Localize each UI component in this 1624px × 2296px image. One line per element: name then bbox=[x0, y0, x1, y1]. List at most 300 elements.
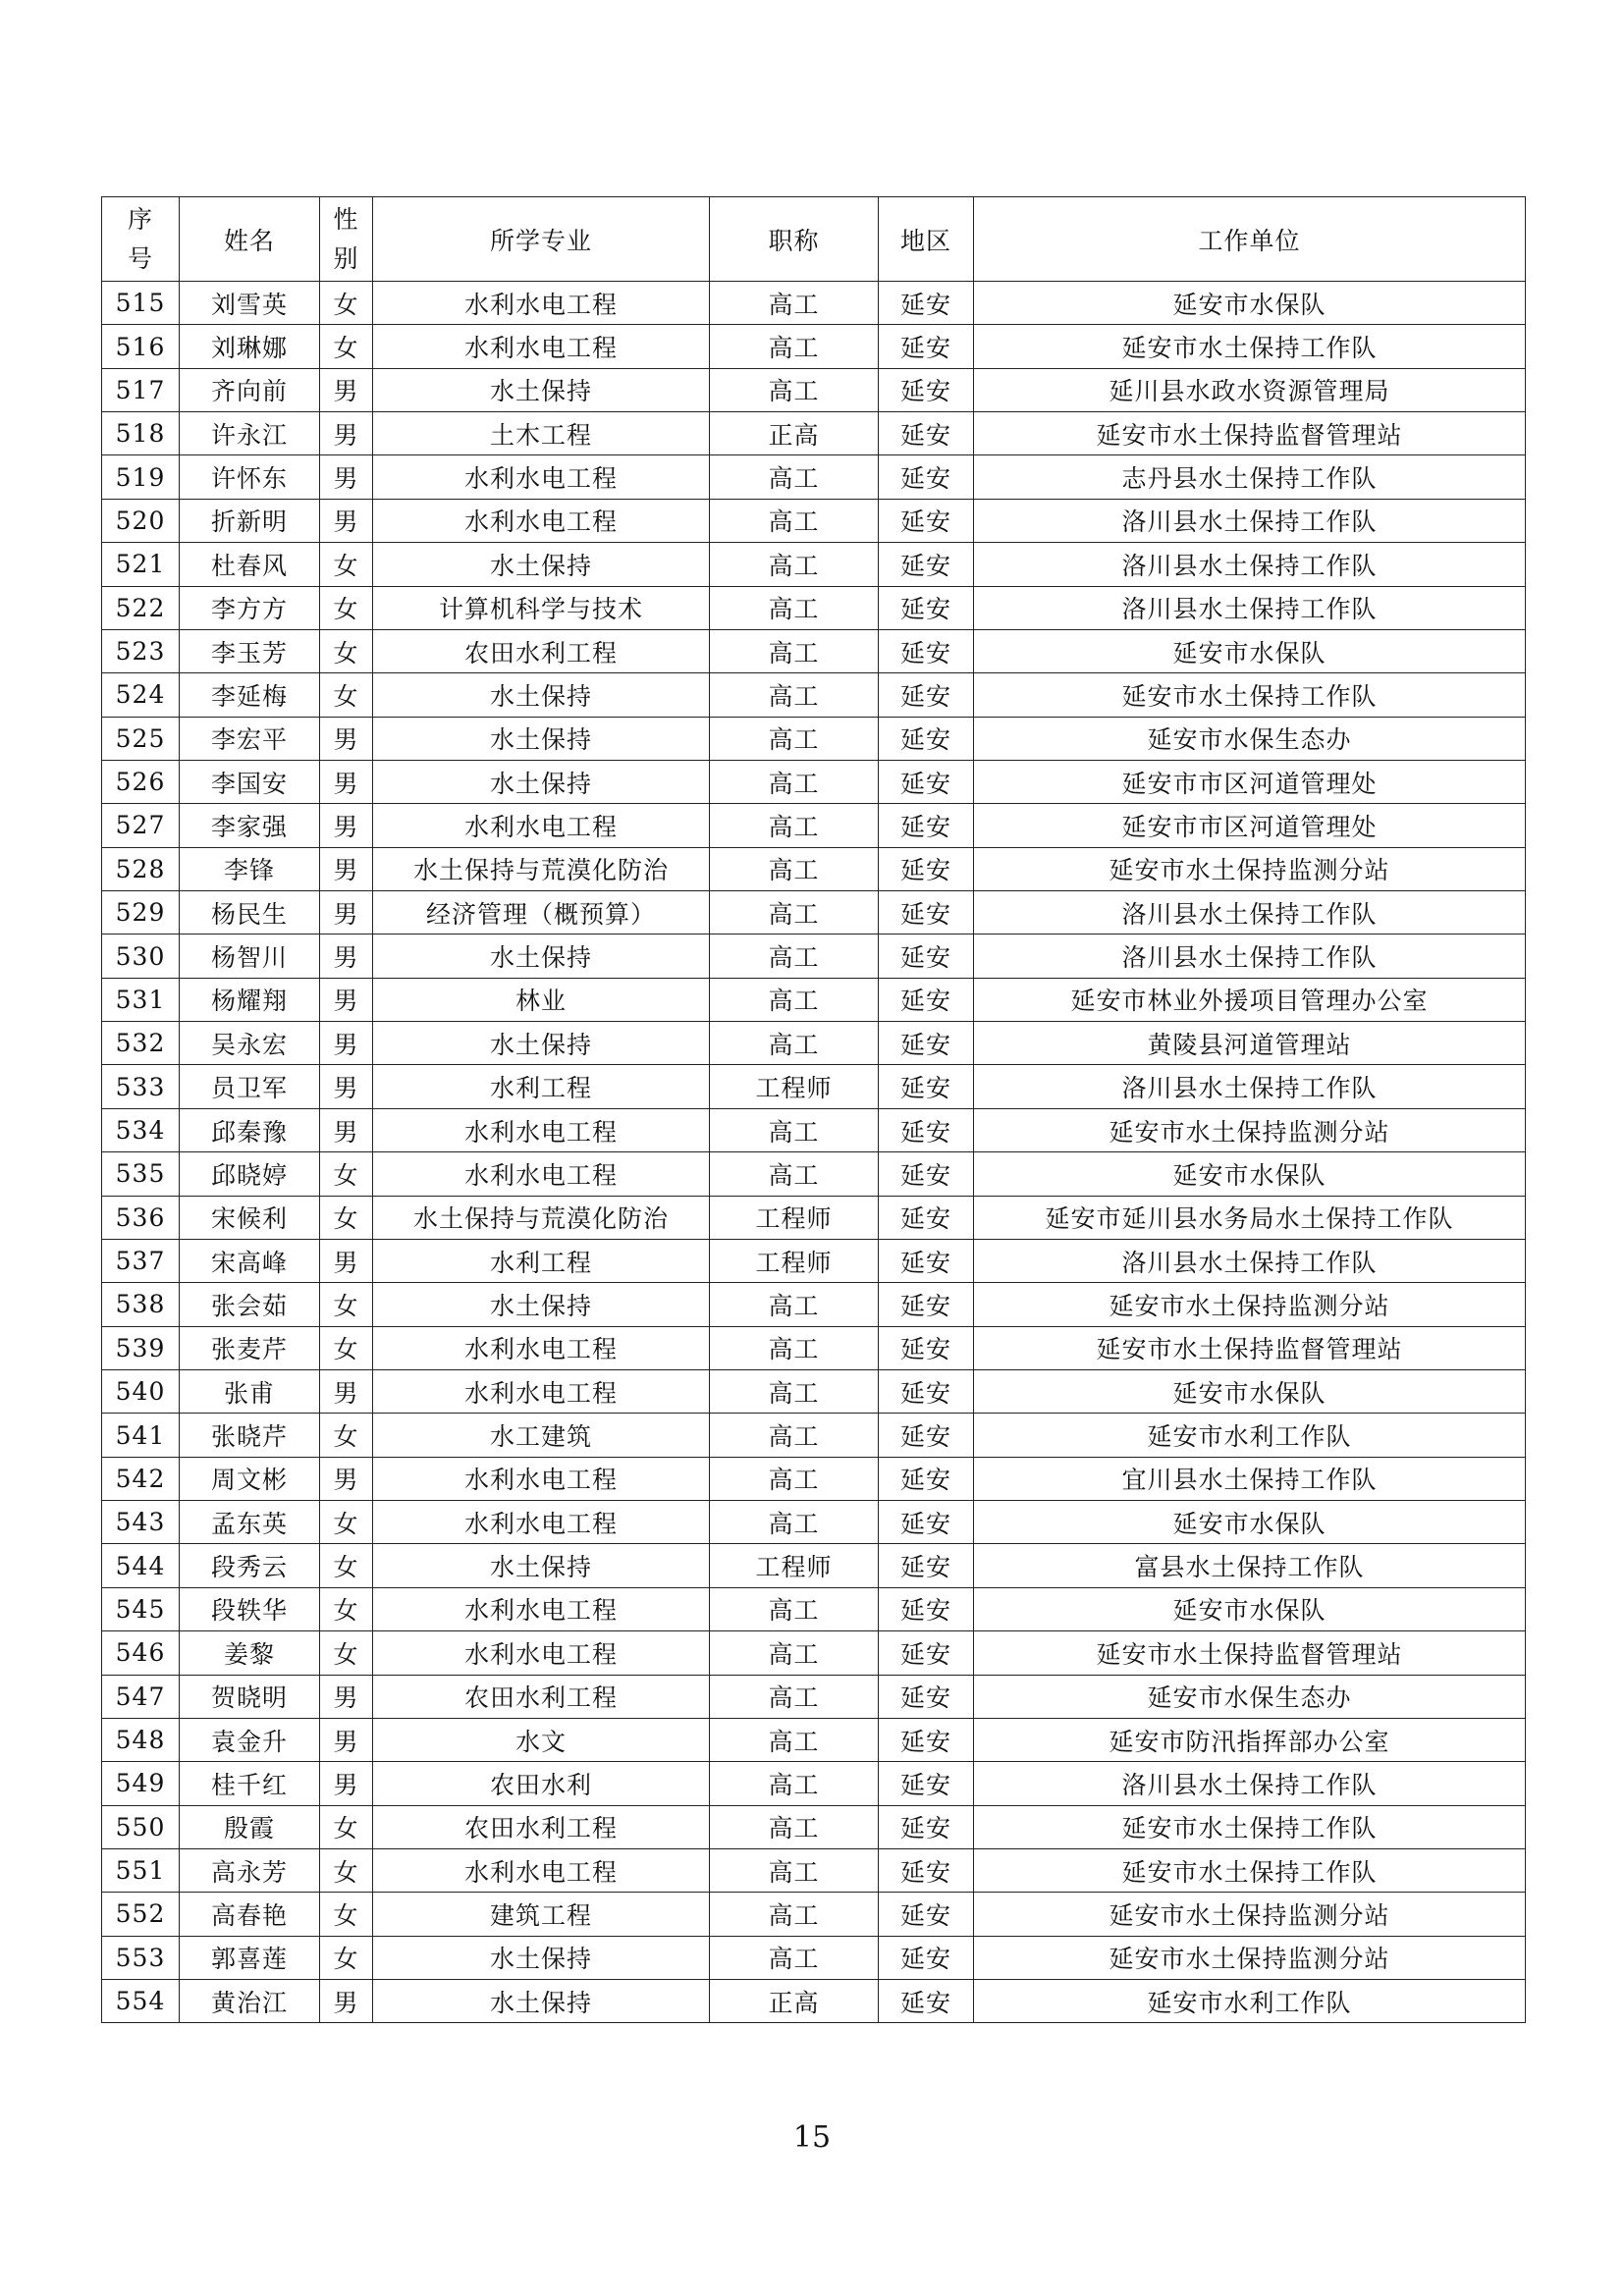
cell-region: 延安 bbox=[879, 1152, 974, 1196]
header-no-line-1: 序 bbox=[127, 204, 153, 234]
cell-major: 水土保持与荒漠化防治 bbox=[373, 1196, 710, 1239]
table-row bbox=[102, 412, 1526, 455]
cell-name: 周文彬 bbox=[180, 1457, 320, 1500]
table-row bbox=[102, 1587, 1526, 1630]
table-row bbox=[102, 455, 1526, 499]
cell-major: 水利水电工程 bbox=[373, 1326, 710, 1369]
cell-no: 537 bbox=[102, 1239, 180, 1282]
cell-major: 水土保持 bbox=[373, 934, 710, 978]
cell-unit: 洛川县水土保持工作队 bbox=[974, 934, 1526, 978]
cell-major: 水利水电工程 bbox=[373, 1108, 710, 1151]
cell-title: 高工 bbox=[710, 543, 879, 586]
cell-sex: 男 bbox=[320, 1108, 373, 1151]
cell-title: 高工 bbox=[710, 1675, 879, 1718]
cell-title: 高工 bbox=[710, 455, 879, 499]
cell-major: 水土保持 bbox=[373, 717, 710, 760]
cell-title: 高工 bbox=[710, 499, 879, 542]
table-row bbox=[102, 978, 1526, 1021]
cell-sex: 男 bbox=[320, 760, 373, 803]
cell-sex: 女 bbox=[320, 543, 373, 586]
cell-title: 高工 bbox=[710, 673, 879, 717]
cell-no: 524 bbox=[102, 673, 180, 717]
table-row bbox=[102, 1980, 1526, 2023]
cell-major: 水利水电工程 bbox=[373, 325, 710, 368]
cell-sex: 男 bbox=[320, 847, 373, 890]
cell-name: 杨民生 bbox=[180, 891, 320, 934]
cell-major: 经济管理（概预算） bbox=[373, 891, 710, 934]
cell-region: 延安 bbox=[879, 412, 974, 455]
cell-title: 正高 bbox=[710, 412, 879, 455]
cell-unit: 延川县水政水资源管理局 bbox=[974, 368, 1526, 411]
cell-title: 高工 bbox=[710, 586, 879, 629]
cell-region: 延安 bbox=[879, 934, 974, 978]
cell-unit: 志丹县水土保持工作队 bbox=[974, 455, 1526, 499]
cell-major: 水文 bbox=[373, 1718, 710, 1761]
cell-region: 延安 bbox=[879, 1414, 974, 1457]
cell-region: 延安 bbox=[879, 891, 974, 934]
cell-sex: 男 bbox=[320, 717, 373, 760]
cell-unit: 延安市水利工作队 bbox=[974, 1414, 1526, 1457]
table-row bbox=[102, 1065, 1526, 1108]
table-row bbox=[102, 934, 1526, 978]
table-row bbox=[102, 1326, 1526, 1369]
cell-no: 521 bbox=[102, 543, 180, 586]
cell-no: 523 bbox=[102, 629, 180, 672]
cell-no: 548 bbox=[102, 1718, 180, 1761]
cell-major: 水利水电工程 bbox=[373, 1501, 710, 1544]
cell-major: 水利水电工程 bbox=[373, 1457, 710, 1500]
cell-major: 农田水利工程 bbox=[373, 1675, 710, 1718]
table-row bbox=[102, 1762, 1526, 1805]
table-row bbox=[102, 1022, 1526, 1065]
cell-unit: 富县水土保持工作队 bbox=[974, 1544, 1526, 1587]
cell-sex: 男 bbox=[320, 1675, 373, 1718]
cell-unit: 延安市水土保持监测分站 bbox=[974, 1283, 1526, 1326]
cell-region: 延安 bbox=[879, 499, 974, 542]
cell-major: 土木工程 bbox=[373, 412, 710, 455]
cell-region: 延安 bbox=[879, 847, 974, 890]
header-no-line-2: 号 bbox=[127, 243, 153, 273]
cell-major: 水土保持 bbox=[373, 1544, 710, 1587]
cell-name: 宋高峰 bbox=[180, 1239, 320, 1282]
cell-sex: 女 bbox=[320, 1414, 373, 1457]
cell-no: 543 bbox=[102, 1501, 180, 1544]
cell-major: 水利水电工程 bbox=[373, 1631, 710, 1675]
cell-major: 水工建筑 bbox=[373, 1414, 710, 1457]
cell-no: 539 bbox=[102, 1326, 180, 1369]
cell-region: 延安 bbox=[879, 1065, 974, 1108]
cell-major: 水土保持与荒漠化防治 bbox=[373, 847, 710, 890]
cell-name: 郭喜莲 bbox=[180, 1936, 320, 1979]
cell-unit: 延安市水土保持监测分站 bbox=[974, 1936, 1526, 1979]
header-no bbox=[102, 197, 180, 282]
cell-no: 529 bbox=[102, 891, 180, 934]
cell-unit: 洛川县水土保持工作队 bbox=[974, 1065, 1526, 1108]
cell-title: 高工 bbox=[710, 934, 879, 978]
cell-unit: 延安市水土保持监督管理站 bbox=[974, 412, 1526, 455]
personnel-table bbox=[101, 196, 1526, 2023]
cell-no: 550 bbox=[102, 1805, 180, 1848]
cell-title: 工程师 bbox=[710, 1239, 879, 1282]
cell-sex: 女 bbox=[320, 629, 373, 672]
cell-title: 高工 bbox=[710, 760, 879, 803]
cell-name: 袁金升 bbox=[180, 1718, 320, 1761]
cell-sex: 女 bbox=[320, 1936, 373, 1979]
cell-major: 农田水利工程 bbox=[373, 1805, 710, 1848]
cell-no: 545 bbox=[102, 1587, 180, 1630]
cell-name: 杜春风 bbox=[180, 543, 320, 586]
cell-sex: 男 bbox=[320, 1457, 373, 1500]
cell-no: 526 bbox=[102, 760, 180, 803]
cell-unit: 延安市水保生态办 bbox=[974, 717, 1526, 760]
cell-region: 延安 bbox=[879, 1369, 974, 1413]
cell-sex: 女 bbox=[320, 1848, 373, 1892]
cell-region: 延安 bbox=[879, 1283, 974, 1326]
cell-no: 531 bbox=[102, 978, 180, 1021]
cell-unit: 延安市水土保持监测分站 bbox=[974, 1893, 1526, 1936]
table-row bbox=[102, 1501, 1526, 1544]
cell-title: 高工 bbox=[710, 1718, 879, 1761]
cell-major: 农田水利 bbox=[373, 1762, 710, 1805]
cell-no: 549 bbox=[102, 1762, 180, 1805]
cell-title: 高工 bbox=[710, 1152, 879, 1196]
table-row bbox=[102, 717, 1526, 760]
cell-no: 518 bbox=[102, 412, 180, 455]
cell-major: 建筑工程 bbox=[373, 1893, 710, 1936]
cell-sex: 女 bbox=[320, 1631, 373, 1675]
cell-region: 延安 bbox=[879, 586, 974, 629]
cell-region: 延安 bbox=[879, 1980, 974, 2023]
cell-no: 533 bbox=[102, 1065, 180, 1108]
cell-unit: 延安市水保队 bbox=[974, 282, 1526, 325]
cell-region: 延安 bbox=[879, 1108, 974, 1151]
cell-major: 水利水电工程 bbox=[373, 455, 710, 499]
cell-major: 水土保持 bbox=[373, 368, 710, 411]
header-major: 所学专业 bbox=[373, 197, 710, 282]
cell-sex: 男 bbox=[320, 368, 373, 411]
cell-name: 许怀东 bbox=[180, 455, 320, 499]
cell-major: 水利水电工程 bbox=[373, 1369, 710, 1413]
cell-unit: 洛川县水土保持工作队 bbox=[974, 543, 1526, 586]
header-sex bbox=[320, 197, 373, 282]
cell-unit: 延安市水土保持工作队 bbox=[974, 1848, 1526, 1892]
cell-name: 孟东英 bbox=[180, 1501, 320, 1544]
cell-no: 528 bbox=[102, 847, 180, 890]
cell-major: 水土保持 bbox=[373, 543, 710, 586]
cell-region: 延安 bbox=[879, 1893, 974, 1936]
header-row bbox=[102, 197, 1526, 282]
table-row bbox=[102, 1283, 1526, 1326]
cell-title: 工程师 bbox=[710, 1544, 879, 1587]
cell-name: 许永江 bbox=[180, 412, 320, 455]
cell-region: 延安 bbox=[879, 1718, 974, 1761]
cell-unit: 延安市水保队 bbox=[974, 1369, 1526, 1413]
cell-sex: 女 bbox=[320, 1893, 373, 1936]
cell-title: 高工 bbox=[710, 1805, 879, 1848]
cell-title: 高工 bbox=[710, 1848, 879, 1892]
cell-title: 高工 bbox=[710, 1022, 879, 1065]
cell-major: 水土保持 bbox=[373, 760, 710, 803]
table-row bbox=[102, 760, 1526, 803]
cell-sex: 男 bbox=[320, 1718, 373, 1761]
cell-name: 李锋 bbox=[180, 847, 320, 890]
cell-major: 林业 bbox=[373, 978, 710, 1021]
cell-sex: 男 bbox=[320, 1762, 373, 1805]
cell-title: 高工 bbox=[710, 629, 879, 672]
cell-major: 水利水电工程 bbox=[373, 1587, 710, 1630]
cell-no: 535 bbox=[102, 1152, 180, 1196]
cell-sex: 男 bbox=[320, 1022, 373, 1065]
cell-no: 547 bbox=[102, 1675, 180, 1718]
table-row bbox=[102, 325, 1526, 368]
cell-title: 工程师 bbox=[710, 1065, 879, 1108]
cell-unit: 洛川县水土保持工作队 bbox=[974, 1239, 1526, 1282]
cell-title: 高工 bbox=[710, 282, 879, 325]
cell-unit: 延安市水保队 bbox=[974, 1587, 1526, 1630]
table-header bbox=[102, 197, 1526, 282]
cell-name: 殷霞 bbox=[180, 1805, 320, 1848]
cell-name: 高永芳 bbox=[180, 1848, 320, 1892]
cell-region: 延安 bbox=[879, 1022, 974, 1065]
cell-no: 542 bbox=[102, 1457, 180, 1500]
cell-unit: 洛川县水土保持工作队 bbox=[974, 891, 1526, 934]
cell-unit: 延安市水土保持监督管理站 bbox=[974, 1631, 1526, 1675]
cell-title: 高工 bbox=[710, 1283, 879, 1326]
cell-unit: 延安市水土保持监测分站 bbox=[974, 1108, 1526, 1151]
cell-sex: 女 bbox=[320, 586, 373, 629]
cell-name: 段轶华 bbox=[180, 1587, 320, 1630]
cell-no: 544 bbox=[102, 1544, 180, 1587]
cell-no: 536 bbox=[102, 1196, 180, 1239]
cell-no: 532 bbox=[102, 1022, 180, 1065]
cell-no: 527 bbox=[102, 804, 180, 847]
cell-sex: 男 bbox=[320, 1239, 373, 1282]
cell-region: 延安 bbox=[879, 804, 974, 847]
cell-no: 534 bbox=[102, 1108, 180, 1151]
cell-no: 525 bbox=[102, 717, 180, 760]
cell-name: 高春艳 bbox=[180, 1893, 320, 1936]
cell-major: 水利水电工程 bbox=[373, 804, 710, 847]
cell-unit: 延安市水土保持工作队 bbox=[974, 325, 1526, 368]
table-row bbox=[102, 629, 1526, 672]
cell-unit: 延安市市区河道管理处 bbox=[974, 760, 1526, 803]
cell-title: 高工 bbox=[710, 978, 879, 1021]
cell-name: 刘琳娜 bbox=[180, 325, 320, 368]
cell-name: 杨智川 bbox=[180, 934, 320, 978]
cell-region: 延安 bbox=[879, 717, 974, 760]
cell-sex: 女 bbox=[320, 1587, 373, 1630]
cell-sex: 男 bbox=[320, 412, 373, 455]
cell-name: 邱晓婷 bbox=[180, 1152, 320, 1196]
cell-major: 水土保持 bbox=[373, 673, 710, 717]
cell-region: 延安 bbox=[879, 1936, 974, 1979]
cell-name: 李家强 bbox=[180, 804, 320, 847]
cell-name: 员卫军 bbox=[180, 1065, 320, 1108]
table-row bbox=[102, 1805, 1526, 1848]
cell-sex: 男 bbox=[320, 934, 373, 978]
cell-name: 李玉芳 bbox=[180, 629, 320, 672]
cell-name: 刘雪英 bbox=[180, 282, 320, 325]
cell-region: 延安 bbox=[879, 282, 974, 325]
header-region: 地区 bbox=[879, 197, 974, 282]
cell-name: 李宏平 bbox=[180, 717, 320, 760]
cell-region: 延安 bbox=[879, 978, 974, 1021]
cell-sex: 女 bbox=[320, 325, 373, 368]
cell-unit: 延安市水保队 bbox=[974, 1152, 1526, 1196]
cell-unit: 黄陵县河道管理站 bbox=[974, 1022, 1526, 1065]
cell-no: 551 bbox=[102, 1848, 180, 1892]
cell-title: 高工 bbox=[710, 1457, 879, 1500]
cell-title: 高工 bbox=[710, 1501, 879, 1544]
cell-unit: 延安市水土保持工作队 bbox=[974, 673, 1526, 717]
table-row bbox=[102, 1936, 1526, 1979]
cell-unit: 洛川县水土保持工作队 bbox=[974, 586, 1526, 629]
cell-title: 高工 bbox=[710, 1369, 879, 1413]
cell-name: 李国安 bbox=[180, 760, 320, 803]
cell-region: 延安 bbox=[879, 1805, 974, 1848]
cell-region: 延安 bbox=[879, 1848, 974, 1892]
cell-name: 桂千红 bbox=[180, 1762, 320, 1805]
cell-region: 延安 bbox=[879, 1326, 974, 1369]
cell-name: 齐向前 bbox=[180, 368, 320, 411]
cell-unit: 延安市水土保持监测分站 bbox=[974, 847, 1526, 890]
cell-unit: 延安市水保队 bbox=[974, 1501, 1526, 1544]
cell-region: 延安 bbox=[879, 1631, 974, 1675]
cell-sex: 女 bbox=[320, 1805, 373, 1848]
table-row bbox=[102, 673, 1526, 717]
cell-major: 水利工程 bbox=[373, 1239, 710, 1282]
cell-sex: 女 bbox=[320, 1326, 373, 1369]
header-unit: 工作单位 bbox=[974, 197, 1526, 282]
cell-sex: 女 bbox=[320, 282, 373, 325]
table-row bbox=[102, 1152, 1526, 1196]
table-row bbox=[102, 1544, 1526, 1587]
cell-name: 折新明 bbox=[180, 499, 320, 542]
cell-unit: 延安市防汛指挥部办公室 bbox=[974, 1718, 1526, 1761]
cell-sex: 女 bbox=[320, 673, 373, 717]
cell-sex: 男 bbox=[320, 1065, 373, 1108]
cell-major: 水土保持 bbox=[373, 1980, 710, 2023]
cell-title: 高工 bbox=[710, 1414, 879, 1457]
cell-sex: 女 bbox=[320, 1544, 373, 1587]
table-row bbox=[102, 1631, 1526, 1675]
cell-unit: 延安市水利工作队 bbox=[974, 1980, 1526, 2023]
table-row bbox=[102, 1108, 1526, 1151]
table-row bbox=[102, 1893, 1526, 1936]
cell-unit: 洛川县水土保持工作队 bbox=[974, 499, 1526, 542]
cell-major: 水土保持 bbox=[373, 1936, 710, 1979]
cell-major: 水利水电工程 bbox=[373, 282, 710, 325]
cell-major: 水土保持 bbox=[373, 1283, 710, 1326]
cell-unit: 洛川县水土保持工作队 bbox=[974, 1762, 1526, 1805]
cell-name: 张会茹 bbox=[180, 1283, 320, 1326]
cell-sex: 女 bbox=[320, 1196, 373, 1239]
cell-name: 吴永宏 bbox=[180, 1022, 320, 1065]
cell-name: 张麦芹 bbox=[180, 1326, 320, 1369]
cell-no: 515 bbox=[102, 282, 180, 325]
cell-sex: 男 bbox=[320, 804, 373, 847]
cell-title: 高工 bbox=[710, 1587, 879, 1630]
cell-unit: 宜川县水土保持工作队 bbox=[974, 1457, 1526, 1500]
cell-unit: 延安市水土保持监督管理站 bbox=[974, 1326, 1526, 1369]
cell-title: 高工 bbox=[710, 1631, 879, 1675]
table-body bbox=[102, 282, 1526, 2023]
cell-name: 张晓芹 bbox=[180, 1414, 320, 1457]
cell-name: 张甫 bbox=[180, 1369, 320, 1413]
table-row bbox=[102, 543, 1526, 586]
cell-no: 519 bbox=[102, 455, 180, 499]
cell-major: 农田水利工程 bbox=[373, 629, 710, 672]
table-row bbox=[102, 1414, 1526, 1457]
table-row bbox=[102, 1675, 1526, 1718]
cell-region: 延安 bbox=[879, 1196, 974, 1239]
table-row bbox=[102, 499, 1526, 542]
header-sex-line-1: 性 bbox=[333, 204, 359, 234]
cell-title: 高工 bbox=[710, 804, 879, 847]
table-row bbox=[102, 1848, 1526, 1892]
cell-name: 宋候利 bbox=[180, 1196, 320, 1239]
cell-region: 延安 bbox=[879, 368, 974, 411]
cell-unit: 延安市林业外援项目管理办公室 bbox=[974, 978, 1526, 1021]
cell-sex: 女 bbox=[320, 1152, 373, 1196]
cell-no: 538 bbox=[102, 1283, 180, 1326]
cell-major: 水土保持 bbox=[373, 1022, 710, 1065]
cell-no: 520 bbox=[102, 499, 180, 542]
cell-region: 延安 bbox=[879, 455, 974, 499]
cell-unit: 延安市水保生态办 bbox=[974, 1675, 1526, 1718]
table-row bbox=[102, 586, 1526, 629]
cell-region: 延安 bbox=[879, 1457, 974, 1500]
cell-no: 540 bbox=[102, 1369, 180, 1413]
cell-no: 530 bbox=[102, 934, 180, 978]
cell-no: 554 bbox=[102, 1980, 180, 2023]
table-row bbox=[102, 1369, 1526, 1413]
cell-title: 高工 bbox=[710, 325, 879, 368]
cell-region: 延安 bbox=[879, 1501, 974, 1544]
cell-sex: 男 bbox=[320, 891, 373, 934]
cell-title: 高工 bbox=[710, 1893, 879, 1936]
cell-sex: 男 bbox=[320, 1369, 373, 1413]
cell-name: 杨耀翔 bbox=[180, 978, 320, 1021]
cell-name: 李延梅 bbox=[180, 673, 320, 717]
cell-title: 高工 bbox=[710, 1936, 879, 1979]
cell-title: 高工 bbox=[710, 1762, 879, 1805]
cell-region: 延安 bbox=[879, 1239, 974, 1282]
table-row bbox=[102, 1196, 1526, 1239]
cell-sex: 女 bbox=[320, 1283, 373, 1326]
cell-sex: 男 bbox=[320, 1980, 373, 2023]
cell-region: 延安 bbox=[879, 760, 974, 803]
cell-title: 高工 bbox=[710, 368, 879, 411]
cell-title: 工程师 bbox=[710, 1196, 879, 1239]
cell-major: 计算机科学与技术 bbox=[373, 586, 710, 629]
cell-title: 高工 bbox=[710, 847, 879, 890]
cell-name: 段秀云 bbox=[180, 1544, 320, 1587]
cell-region: 延安 bbox=[879, 1587, 974, 1630]
cell-no: 522 bbox=[102, 586, 180, 629]
cell-region: 延安 bbox=[879, 325, 974, 368]
cell-name: 姜黎 bbox=[180, 1631, 320, 1675]
cell-no: 541 bbox=[102, 1414, 180, 1457]
table-row bbox=[102, 847, 1526, 890]
cell-major: 水利水电工程 bbox=[373, 1848, 710, 1892]
cell-no: 553 bbox=[102, 1936, 180, 1979]
cell-region: 延安 bbox=[879, 629, 974, 672]
table-row bbox=[102, 1239, 1526, 1282]
table-row bbox=[102, 1718, 1526, 1761]
cell-region: 延安 bbox=[879, 1762, 974, 1805]
cell-title: 高工 bbox=[710, 891, 879, 934]
